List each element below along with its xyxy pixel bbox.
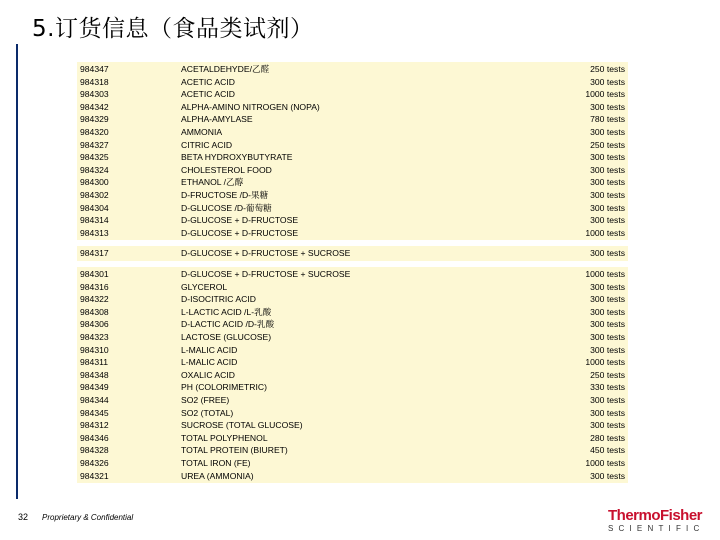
pack-size: 300 tests <box>590 202 625 213</box>
table-row <box>77 394 628 407</box>
product-name: D-GLUCOSE + D-FRUCTOSE <box>181 227 299 238</box>
table-row <box>77 164 628 177</box>
table-row <box>77 113 628 126</box>
pack-size: 300 tests <box>590 407 625 418</box>
table-row <box>77 189 628 202</box>
product-name: OXALIC ACID <box>181 369 235 380</box>
product-name: TOTAL POLYPHENOL <box>181 432 268 443</box>
product-name: CHOLESTEROL FOOD <box>181 164 272 175</box>
logo-subtitle: SCIENTIFIC <box>608 524 705 533</box>
product-name: ALPHA-AMINO NITROGEN (NOPA) <box>181 101 320 112</box>
pack-size: 300 tests <box>590 127 625 137</box>
product-name: CITRIC ACID <box>181 139 233 150</box>
catalog-number: 984325 <box>80 152 109 163</box>
product-name: UREA (AMMONIA) <box>181 470 254 481</box>
catalog-number: 984301 <box>80 269 109 279</box>
table-row <box>77 444 628 457</box>
product-name: ACETIC ACID <box>181 89 235 100</box>
catalog-number: 984306 <box>80 319 109 330</box>
pack-size: 300 tests <box>590 306 625 317</box>
product-name: TOTAL PROTEIN (BIURET) <box>181 445 288 456</box>
pack-size: 300 tests <box>590 76 625 87</box>
pack-size: 1000 tests <box>585 227 625 238</box>
catalog-number: 984322 <box>80 294 109 305</box>
product-name: D-GLUCOSE + D-FRUCTOSE + SUCROSE <box>181 248 351 259</box>
pack-size: 300 tests <box>590 177 625 188</box>
catalog-number: 984326 <box>80 458 109 468</box>
product-name: SO2 (FREE) <box>181 395 230 405</box>
catalog-number: 984316 <box>80 281 109 292</box>
catalog-number: 984300 <box>80 177 109 188</box>
pack-size: 450 tests <box>590 445 625 456</box>
table-row <box>77 369 628 382</box>
pack-size: 300 tests <box>590 332 625 342</box>
product-name: ACETALDEHYDE/乙醛 <box>181 64 270 74</box>
catalog-number: 984323 <box>80 332 109 342</box>
pack-size: 300 tests <box>590 215 625 226</box>
catalog-number: 984318 <box>80 76 109 87</box>
catalog-number: 984310 <box>80 344 109 355</box>
table-row <box>77 344 628 357</box>
table-row <box>77 407 628 420</box>
catalog-number: 984303 <box>80 89 109 100</box>
pack-size: 300 tests <box>590 101 625 112</box>
table-row <box>77 202 628 215</box>
product-name: L-MALIC ACID <box>181 357 238 368</box>
product-name: BETA HYDROXYBUTYRATE <box>181 152 293 163</box>
catalog-number: 984324 <box>80 164 109 175</box>
table-row <box>77 318 628 331</box>
catalog-number: 984314 <box>80 215 109 226</box>
product-name: AMMONIA <box>181 127 223 137</box>
catalog-number: 984317 <box>80 248 109 259</box>
catalog-number: 984304 <box>80 202 109 213</box>
table-row <box>77 227 628 240</box>
catalog-number: 984313 <box>80 227 109 238</box>
table-row <box>77 151 628 164</box>
pack-size: 300 tests <box>590 164 625 175</box>
pack-size: 300 tests <box>590 420 625 431</box>
pack-size: 300 tests <box>590 190 625 200</box>
product-name: LACTOSE (GLUCOSE) <box>181 332 272 342</box>
order-table <box>77 62 628 492</box>
product-name: D-GLUCOSE + D-FRUCTOSE + SUCROSE <box>181 269 351 279</box>
product-name: ALPHA-AMYLASE <box>181 114 253 125</box>
product-name: D-GLUCOSE /D-葡萄糖 <box>181 202 272 213</box>
product-name: ACETIC ACID <box>181 76 235 87</box>
pack-size: 780 tests <box>590 114 625 125</box>
table-row <box>77 214 628 227</box>
product-name: D-LACTIC ACID /D-乳酸 <box>181 319 275 330</box>
product-name: D-ISOCITRIC ACID <box>181 294 256 305</box>
table-row <box>77 331 628 344</box>
product-name: D-FRUCTOSE /D-果糖 <box>181 190 269 200</box>
pack-size: 1000 tests <box>585 458 625 468</box>
pack-size: 280 tests <box>590 432 625 443</box>
catalog-number: 984345 <box>80 407 109 418</box>
product-name: D-GLUCOSE + D-FRUCTOSE <box>181 215 299 226</box>
pack-size: 300 tests <box>590 470 625 481</box>
pack-size: 300 tests <box>590 294 625 305</box>
catalog-number: 984348 <box>80 369 109 380</box>
pack-size: 250 tests <box>590 64 625 74</box>
catalog-number: 984312 <box>80 420 109 431</box>
pack-size: 300 tests <box>590 248 625 259</box>
table-row <box>77 139 628 152</box>
product-name: TOTAL IRON (FE) <box>181 458 251 468</box>
catalog-number: 984347 <box>80 64 109 74</box>
table-row <box>77 247 628 260</box>
catalog-number: 984346 <box>80 432 109 443</box>
table-row <box>77 88 628 101</box>
catalog-number: 984327 <box>80 139 109 150</box>
table-row <box>77 268 628 281</box>
catalog-number: 984320 <box>80 127 109 137</box>
product-name: SUCROSE (TOTAL GLUCOSE) <box>181 420 303 431</box>
logo-wordmark: ThermoFisher <box>608 507 703 524</box>
pack-size: 1000 tests <box>585 269 625 279</box>
catalog-number: 984349 <box>80 382 109 393</box>
catalog-number: 984321 <box>80 470 109 481</box>
product-name: L-LACTIC ACID /L-乳酸 <box>181 306 272 317</box>
table-row <box>77 432 628 445</box>
product-name: SO2 (TOTAL) <box>181 407 234 418</box>
pack-size: 330 tests <box>590 382 625 393</box>
table-row <box>77 293 628 306</box>
product-name: L-MALIC ACID <box>181 344 238 355</box>
pack-size: 250 tests <box>590 139 625 150</box>
table-row <box>77 419 628 432</box>
table-row <box>77 63 628 76</box>
pack-size: 1000 tests <box>585 89 625 100</box>
pack-size: 300 tests <box>590 319 625 330</box>
table-row <box>77 306 628 319</box>
table-row <box>77 470 628 483</box>
catalog-number: 984344 <box>80 395 109 405</box>
table-row <box>77 356 628 369</box>
pack-size: 300 tests <box>590 395 625 405</box>
catalog-number: 984329 <box>80 114 109 125</box>
catalog-number: 984311 <box>80 357 109 368</box>
catalog-number: 984308 <box>80 306 109 317</box>
product-name: ETHANOL /乙醇 <box>181 177 244 188</box>
table-row <box>77 457 628 470</box>
table-row <box>77 76 628 89</box>
catalog-number: 984328 <box>80 445 109 456</box>
catalog-number: 984342 <box>80 101 109 112</box>
pack-size: 300 tests <box>590 281 625 292</box>
table-row <box>77 281 628 294</box>
table-row <box>77 126 628 139</box>
pack-size: 300 tests <box>590 344 625 355</box>
table-row <box>77 381 628 394</box>
thermofisher-logo <box>608 508 712 534</box>
table-row <box>77 101 628 114</box>
page-title: 5.订货信息（食品类试剂） <box>32 16 314 42</box>
confidential-notice: Proprietary & Confidential <box>42 513 134 522</box>
pack-size: 1000 tests <box>585 357 625 368</box>
pack-size: 250 tests <box>590 369 625 380</box>
left-accent-rule <box>16 44 18 499</box>
table-row <box>77 176 628 189</box>
catalog-number: 984302 <box>80 190 109 200</box>
product-name: GLYCEROL <box>181 281 228 292</box>
page-number: 32 <box>18 512 29 522</box>
product-name: PH (COLORIMETRIC) <box>181 382 267 393</box>
pack-size: 300 tests <box>590 152 625 163</box>
